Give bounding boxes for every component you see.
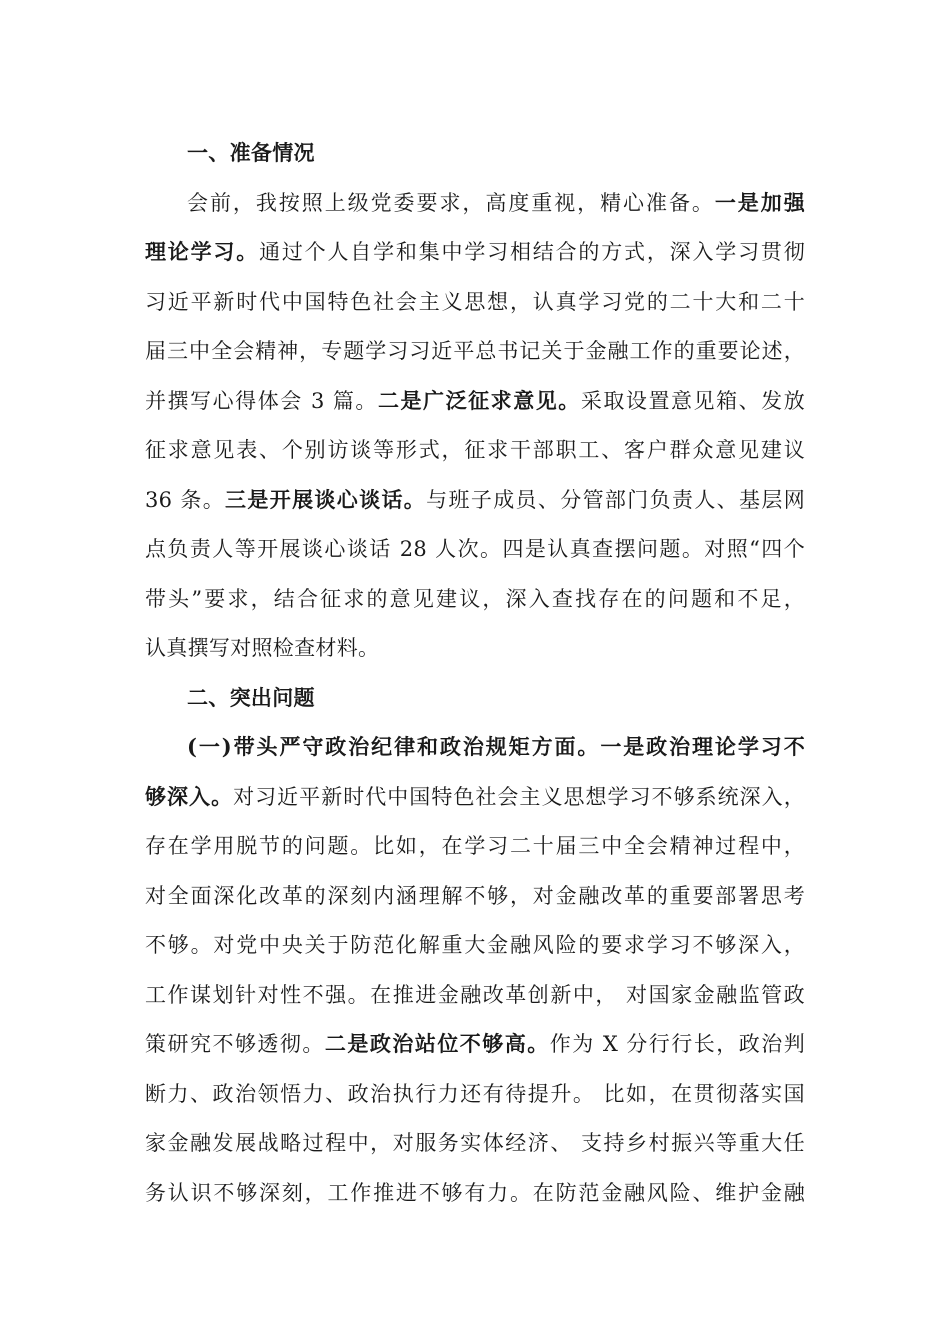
text-segment: 与班子成员、分管部门负责人、基层网 <box>426 488 805 512</box>
paragraph-line <box>145 338 805 364</box>
text-segment: 届三中全会精神，专题学习习近平总书记关于金融工作的重要论述， <box>145 339 805 363</box>
paragraph-line <box>145 289 805 315</box>
paragraph-line <box>145 1081 805 1107</box>
bold-text: 一是加强 <box>714 190 805 215</box>
text-segment: 习近平新时代中国特色社会主义思想，认真学习党的二十大和二十 <box>145 290 805 314</box>
bold-text: 一、准备情况 <box>187 140 315 165</box>
paragraph-line <box>145 784 805 810</box>
paragraph-line <box>145 932 805 958</box>
paragraph-line <box>145 437 805 463</box>
text-segment: 存在学用脱节的问题。比如，在学习二十届三中全会精神过程中， <box>145 834 805 858</box>
paragraph-line <box>145 1031 805 1057</box>
text-segment: 会前，我按照上级党委要求，高度重视，精心准备。 <box>187 191 715 215</box>
text-segment: 征求意见表、个别访谈等形式，征求干部职工、客户群众意见建议 <box>145 438 805 462</box>
text-segment: 带头”要求，结合征求的意见建议，深入查找存在的问题和不足， <box>145 587 805 611</box>
paragraph-line <box>187 190 805 216</box>
text-segment: 点负责人等开展谈心谈话 28 人次。四是认真查摆问题。对照“四个 <box>145 537 805 561</box>
text-segment: 采取设置意见箱、发放 <box>580 389 805 413</box>
text-segment: 工作谋划针对性不强。在推进金融改革创新中， 对国家金融监管政 <box>145 983 805 1007</box>
bold-text: 理论学习。 <box>145 239 260 264</box>
paragraph-line <box>145 239 805 265</box>
text-segment: 对全面深化改革的深刻内涵理解不够，对金融改革的重要部署思考 <box>145 884 805 908</box>
text-segment: 不够。对党中央关于防范化解重大金融风险的要求学习不够深入， <box>145 933 805 957</box>
text-segment: 策研究不够透彻。 <box>145 1032 325 1056</box>
bold-text: 二是广泛征求意见。 <box>377 388 581 413</box>
paragraph-line <box>145 635 805 661</box>
text-segment: 断力、政治领悟力、政治执行力还有待提升。 比如，在贯彻落实国 <box>145 1082 805 1106</box>
paragraph-line <box>145 586 805 612</box>
text-segment: 通过个人自学和集中学习相结合的方式，深入学习贯彻 <box>259 240 805 264</box>
text-segment: 36 条。 <box>145 488 226 512</box>
paragraph-line <box>145 536 805 562</box>
paragraph-line <box>145 388 805 414</box>
paragraph-line <box>187 734 805 760</box>
paragraph-line <box>145 487 805 513</box>
text-segment: 对习近平新时代中国特色社会主义思想学习不够系统深入， <box>233 785 805 809</box>
section-heading <box>187 140 805 166</box>
text-segment: 并撰写心得体会 3 篇。 <box>145 389 378 413</box>
text-segment: 作为 X 分行行长，政治判 <box>549 1032 805 1056</box>
text-segment: 认真撰写对照检查材料。 <box>145 636 380 660</box>
section-heading <box>187 685 805 711</box>
bold-text: (一)带头严守政治纪律和政治规矩方面。一是政治理论学习不 <box>187 734 805 759</box>
paragraph-line <box>145 883 805 909</box>
bold-text: 二、突出问题 <box>187 685 315 710</box>
paragraph-line <box>145 982 805 1008</box>
bold-text: 三是开展谈心谈话。 <box>225 487 427 512</box>
text-segment: 家金融发展战略过程中，对服务实体经济、 支持乡村振兴等重大任 <box>145 1131 805 1155</box>
paragraph-line <box>145 1180 805 1206</box>
paragraph-line <box>145 1130 805 1156</box>
bold-text: 够深入。 <box>145 784 234 809</box>
bold-text: 二是政治站位不够高。 <box>324 1031 550 1056</box>
paragraph-line <box>145 833 805 859</box>
text-segment: 务认识不够深刻，工作推进不够有力。在防范金融风险、维护金融 <box>145 1181 805 1205</box>
